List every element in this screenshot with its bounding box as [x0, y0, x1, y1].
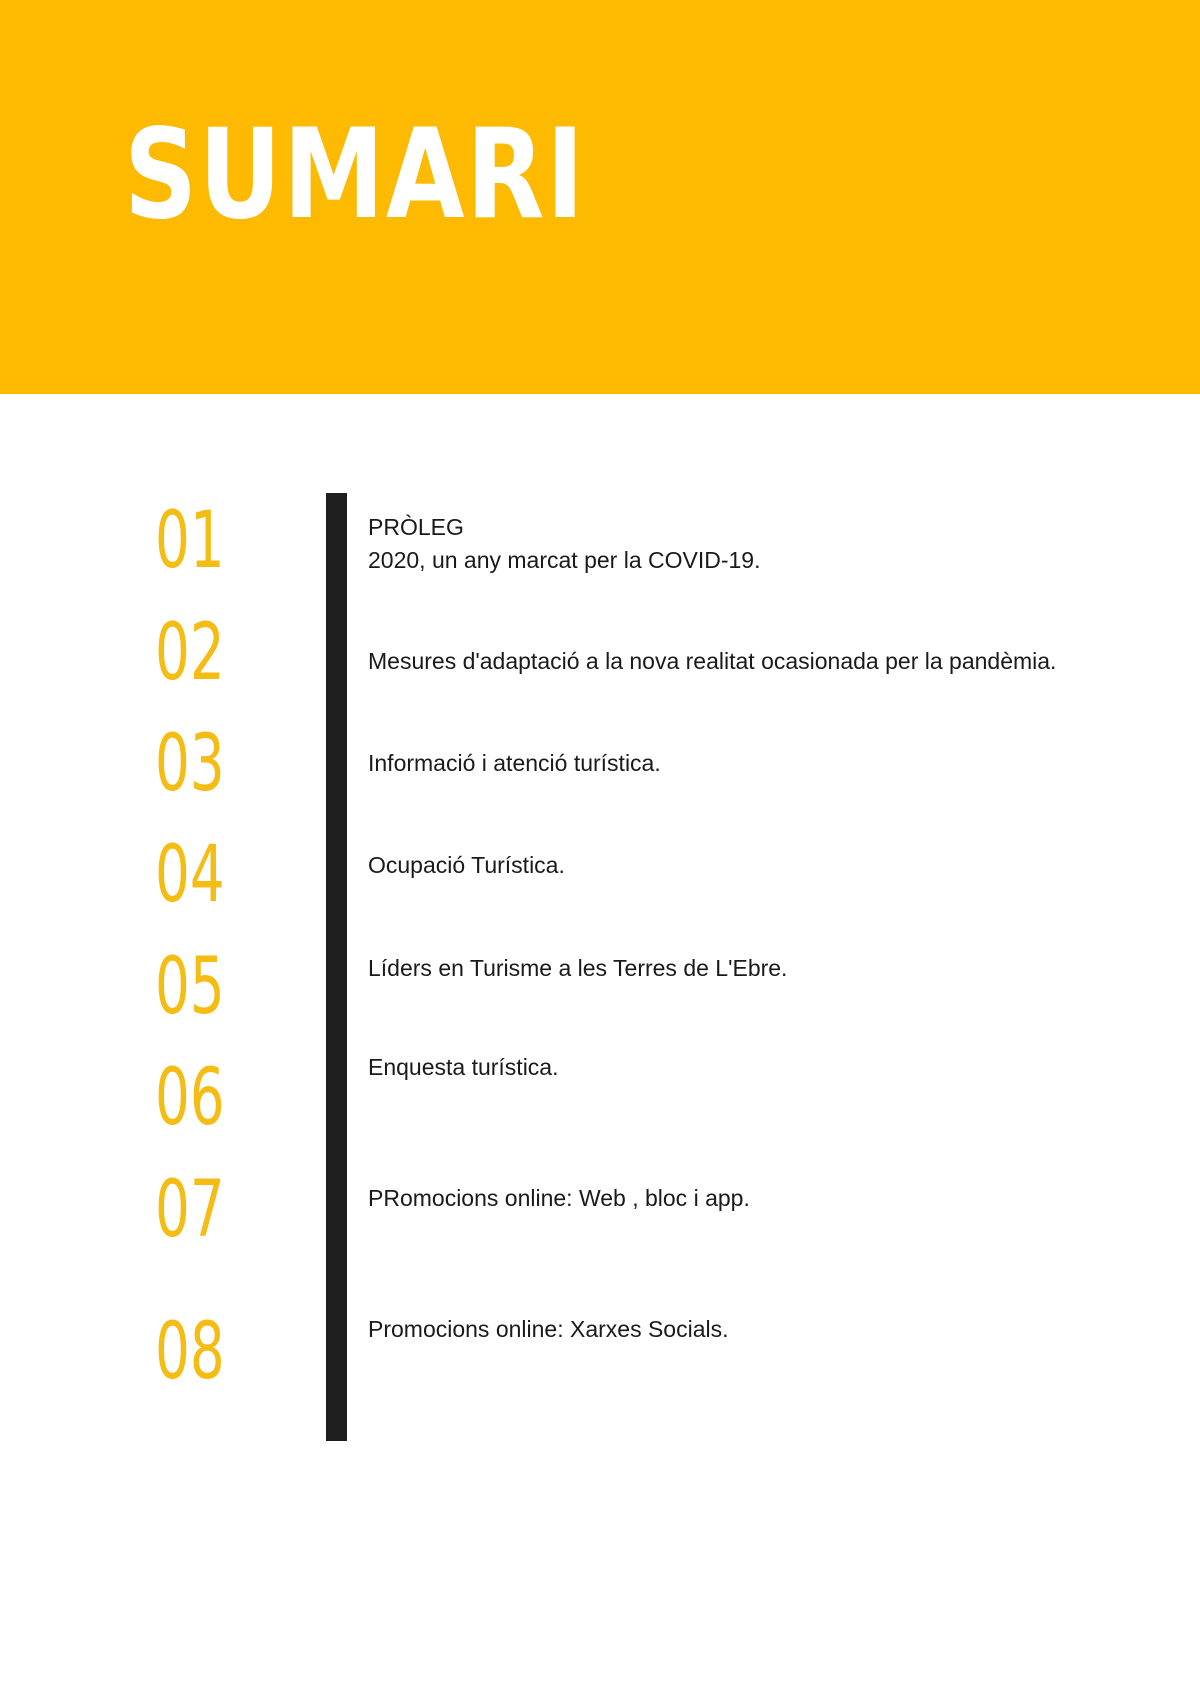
entry-07-line-1: PRomocions online: Web , bloc i app. — [368, 1185, 750, 1211]
entry-07-title[interactable] — [368, 1182, 750, 1215]
entry-01-title[interactable] — [368, 511, 760, 577]
entry-05-title[interactable] — [368, 952, 787, 985]
entry-number-02: 02 — [155, 608, 225, 698]
entry-number-06: 06 — [155, 1053, 225, 1143]
entry-number-03: 03 — [155, 719, 225, 809]
entry-03-line-1: Informació i atenció turística. — [368, 750, 661, 776]
header-band — [0, 0, 1200, 394]
entry-number-07: 07 — [155, 1165, 225, 1255]
entry-number-04: 04 — [155, 830, 225, 920]
entry-06-line-1: Enquesta turística. — [368, 1054, 559, 1080]
page-title: SUMARI — [124, 103, 586, 247]
entry-number-05: 05 — [155, 942, 225, 1032]
entry-06-title[interactable] — [368, 1051, 559, 1084]
entry-04-title[interactable] — [368, 849, 565, 882]
entry-number-08: 08 — [155, 1307, 225, 1397]
entry-02-title[interactable] — [368, 645, 1056, 678]
entry-01-line-2: 2020, un any marcat per la COVID-19. — [368, 547, 761, 573]
entry-number-01: 01 — [155, 496, 225, 586]
entry-08-title[interactable] — [368, 1313, 729, 1346]
entry-08-line-1: Promocions online: Xarxes Socials. — [368, 1316, 729, 1342]
entry-03-title[interactable] — [368, 747, 661, 780]
entry-05-line-1: Líders en Turisme a les Terres de L'Ebre. — [368, 955, 788, 981]
entry-04-line-1: Ocupació Turística. — [368, 852, 565, 878]
entry-02-line-1: Mesures d'adaptació a la nova realitat ocasionada per la pandèmia. — [368, 648, 1057, 674]
timeline-bar — [326, 493, 347, 1441]
entry-01-line-1: PRÒLEG — [368, 514, 464, 540]
